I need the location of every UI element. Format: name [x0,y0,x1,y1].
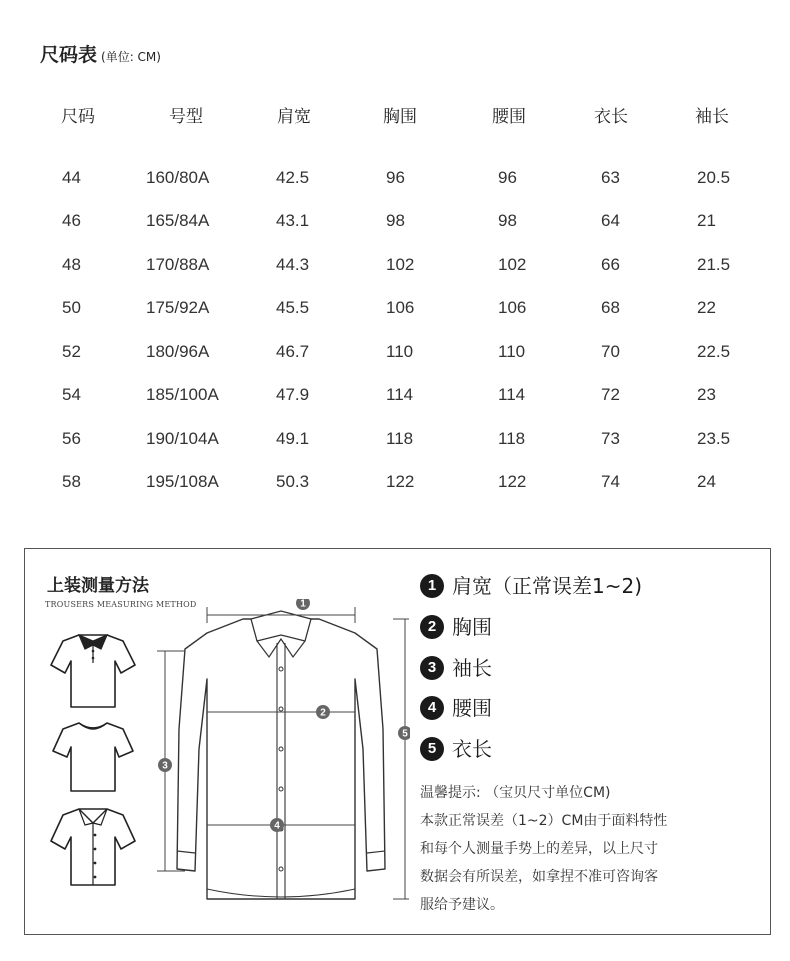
legend-item-waist [420,693,740,723]
legend-number: 1 [420,574,444,598]
table-cell: 68 [601,298,620,317]
table-cell: 102 [386,255,415,274]
legend-number: 3 [420,656,444,680]
table-cell: 110 [498,342,526,361]
table-cell: 21.5 [697,255,731,274]
table-cell: 72 [601,385,620,404]
tips-line: 温馨提示: （宝贝尺寸单位CM) [420,785,611,801]
header-chest: 胸围 [383,107,417,127]
tshirt-icon [51,719,135,795]
table-cell: 114 [386,385,414,404]
table-cell: 63 [601,168,620,187]
table-cell: 170/88A [146,255,210,274]
marker-3 [158,758,172,772]
table-cell: 46 [62,211,81,230]
header-waist: 腰围 [492,107,526,127]
table-row [0,163,790,193]
table-cell: 45.5 [276,298,310,317]
table-cell: 122 [498,472,527,491]
table-cell: 50 [62,298,81,317]
table-cell: 110 [386,342,414,361]
table-cell: 102 [498,255,527,274]
table-cell: 23.5 [697,429,731,448]
legend-label: 袖长 [452,656,492,680]
table-cell: 165/84A [146,211,210,230]
table-cell: 44 [62,168,81,187]
table-cell: 48 [62,255,81,274]
table-cell: 96 [386,168,405,187]
table-cell: 175/92A [146,298,210,317]
table-cell: 195/108A [146,472,219,491]
page-title [40,40,161,67]
table-cell: 56 [62,429,81,448]
shirt-measure-diagram [155,599,410,929]
polo-shirt-icon [49,629,137,711]
table-cell: 180/96A [146,342,210,361]
table-cell: 160/80A [146,168,210,187]
table-row [0,206,790,236]
header-sleeve: 袖长 [695,107,729,127]
table-cell: 43.1 [276,211,310,230]
legend-number: 2 [420,615,444,639]
legend-item-chest [420,612,740,642]
legend-label: 肩宽（正常误差1~2) [452,574,643,598]
table-cell: 190/104A [146,429,219,448]
table-row [0,250,790,280]
legend-item-shoulder [420,571,740,601]
table-cell: 42.5 [276,168,310,187]
table-cell: 46.7 [276,342,310,361]
guide-subtitle: TROUSERS MEASURING METHOD [45,600,197,609]
table-cell: 74 [601,472,620,491]
legend-item-length [420,734,740,764]
table-cell: 21 [697,211,716,230]
table-cell: 98 [498,211,517,230]
table-cell: 185/100A [146,385,219,404]
header-length: 衣长 [594,107,628,127]
svg-text:1: 1 [300,599,306,610]
marker-4 [270,818,284,832]
table-cell: 73 [601,429,620,448]
table-cell: 114 [498,385,526,404]
svg-text:4: 4 [274,820,280,832]
table-cell: 20.5 [697,168,731,187]
table-cell: 122 [386,472,415,491]
svg-text:5: 5 [402,728,408,740]
table-cell: 98 [386,211,405,230]
table-cell: 66 [601,255,620,274]
table-cell: 24 [697,472,716,491]
table-cell: 44.3 [276,255,310,274]
legend-number: 4 [420,696,444,720]
title-unit: (单位: CM) [101,50,161,64]
table-row [0,293,790,323]
table-cell: 118 [386,429,414,448]
button-shirt-icon [49,803,137,889]
table-cell: 23 [697,385,716,404]
guide-title: 上装测量方法 [47,576,149,596]
measuring-guide [24,548,771,935]
legend-item-sleeve [420,653,740,683]
table-cell: 58 [62,472,81,491]
legend-label: 衣长 [452,737,492,761]
table-cell: 64 [601,211,620,230]
table-cell: 49.1 [276,429,310,448]
table-row [0,337,790,367]
table-cell: 96 [498,168,517,187]
svg-text:2: 2 [320,707,326,719]
table-row [0,424,790,454]
marker-5 [398,726,410,740]
marker-2 [316,705,330,719]
table-cell: 22.5 [697,342,731,361]
tips-line: 服给予建议。 [420,897,504,913]
table-cell: 106 [498,298,527,317]
table-header-row [0,102,790,132]
title-main: 尺码表 [40,44,98,66]
header-size: 尺码 [61,107,95,127]
tips-line: 和每个人测量手势上的差异，以上尺寸 [420,841,658,857]
legend-label: 腰围 [452,696,492,720]
header-model: 号型 [169,107,203,127]
table-cell: 106 [386,298,415,317]
table-cell: 54 [62,385,81,404]
table-cell: 50.3 [276,472,310,491]
legend-number: 5 [420,737,444,761]
marker-1 [296,599,310,610]
table-cell: 118 [498,429,526,448]
tips-line: 数据会有所误差，如拿捏不准可咨询客 [420,869,658,885]
table-cell: 47.9 [276,385,310,404]
table-cell: 22 [697,298,716,317]
svg-text:3: 3 [162,760,168,772]
legend-label: 胸围 [452,615,492,639]
warm-tips [420,779,750,919]
table-cell: 70 [601,342,620,361]
header-shoulder: 肩宽 [277,107,311,127]
table-cell: 52 [62,342,81,361]
tips-line: 本款正常误差（1~2）CM由于面料特性 [420,813,668,829]
table-row [0,467,790,497]
table-row [0,380,790,410]
